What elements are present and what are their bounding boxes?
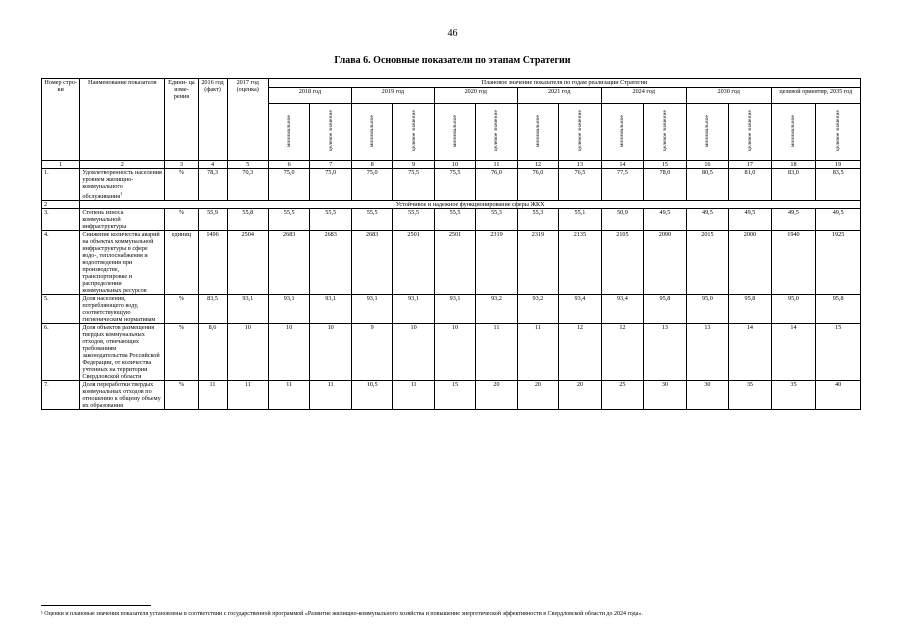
indicator-name xyxy=(80,169,165,201)
value-cell: 55,5 xyxy=(351,209,392,231)
value-cell: 30 xyxy=(686,381,729,410)
header-year: 2019 год xyxy=(351,88,434,104)
value-cell: 75,5 xyxy=(393,169,434,201)
value-cell: 11 xyxy=(198,381,227,410)
value-cell: 2683 xyxy=(268,231,309,295)
value-cell: 93,2 xyxy=(517,295,558,324)
value-cell: 75,5 xyxy=(434,169,475,201)
value-cell: 49,5 xyxy=(644,209,687,231)
value-cell: 76,0 xyxy=(476,169,517,201)
value-cell: 76,0 xyxy=(517,169,558,201)
indicator-name xyxy=(80,231,165,295)
value-cell: 1940 xyxy=(771,231,816,295)
section-row xyxy=(42,201,861,209)
value-cell: 10 xyxy=(434,324,475,381)
header-sub-label: целевое значение xyxy=(661,110,668,152)
value-cell: 95,0 xyxy=(771,295,816,324)
header-min-value xyxy=(517,104,558,161)
value-cell: 49,5 xyxy=(686,209,729,231)
value-cell: 1925 xyxy=(816,231,861,295)
header-sub-label: целевое значение xyxy=(576,110,583,152)
indicator-name-text: Доля переработки твердых коммунальных отходов по отношению к общему объему их образования xyxy=(82,381,161,410)
value-cell: 49,5 xyxy=(771,209,816,231)
column-number: 6 xyxy=(268,161,309,169)
footnote-rule xyxy=(41,605,151,606)
page-number: 46 xyxy=(447,28,458,39)
value-cell: 49,5 xyxy=(729,209,772,231)
header-year: 2030 год xyxy=(686,88,771,104)
header-sub-label: минимальное xyxy=(704,114,711,148)
value-cell: 25 xyxy=(601,381,644,410)
value-cell: 2319 xyxy=(476,231,517,295)
indicator-name-text: Степень износа коммунальной инфраструктуры xyxy=(82,209,127,231)
value-cell: 10 xyxy=(393,324,434,381)
row-number: 7. xyxy=(42,381,80,410)
value-cell: 55,5 xyxy=(310,209,351,231)
column-number: 18 xyxy=(771,161,816,169)
header-year: 2020 год xyxy=(434,88,517,104)
value-cell: 11 xyxy=(517,324,558,381)
chapter-title: Глава 6. Основные показатели по этапам Стратегии xyxy=(334,55,571,66)
column-number: 14 xyxy=(601,161,644,169)
value-cell: 93,4 xyxy=(559,295,602,324)
table-row xyxy=(42,231,861,295)
value-cell: 78,0 xyxy=(644,169,687,201)
footnote-marker: 1 xyxy=(120,191,123,196)
value-cell: 95,8 xyxy=(816,295,861,324)
value-cell: 11 xyxy=(476,324,517,381)
value-cell: 2504 xyxy=(227,231,268,295)
value-cell: 93,1 xyxy=(227,295,268,324)
value-cell: 75,0 xyxy=(268,169,309,201)
indicator-name xyxy=(80,381,165,410)
header-2017: 2017 год (оценка) xyxy=(227,79,268,161)
value-cell: 83,0 xyxy=(771,169,816,201)
indicator-name xyxy=(80,209,165,231)
value-cell: 8,6 xyxy=(198,324,227,381)
value-cell: 49,5 xyxy=(816,209,861,231)
value-cell: 55,1 xyxy=(559,209,602,231)
unit-cell: % xyxy=(165,209,198,231)
table-row xyxy=(42,381,861,410)
value-cell: 11 xyxy=(227,381,268,410)
value-cell: 93,1 xyxy=(434,295,475,324)
value-cell: 93,4 xyxy=(601,295,644,324)
header-2016: 2016 год (факт) xyxy=(198,79,227,161)
value-cell: 35 xyxy=(729,381,772,410)
value-cell: 2135 xyxy=(559,231,602,295)
value-cell: 83,5 xyxy=(198,295,227,324)
value-cell: 81,0 xyxy=(729,169,772,201)
header-target-value xyxy=(310,104,351,161)
column-number: 19 xyxy=(816,161,861,169)
column-number: 17 xyxy=(729,161,772,169)
unit-cell: единиц xyxy=(165,231,198,295)
column-number: 4 xyxy=(198,161,227,169)
value-cell: 11 xyxy=(268,381,309,410)
header-sub-label: целевое значение xyxy=(835,110,842,152)
value-cell: 11 xyxy=(310,381,351,410)
header-year: целевой ориентир, 2035 год xyxy=(771,88,860,104)
header-min-value xyxy=(268,104,309,161)
indicators-table xyxy=(41,78,861,410)
indicator-name-text: Доля объектов размещения твердых коммунальных отходов, отвечающих требованиям законодательства Российской Федерации, от количества учтенных на территории Свердловской области xyxy=(82,324,160,381)
header-year: 2018 год xyxy=(268,88,351,104)
indicator-name xyxy=(80,324,165,381)
header-year: 2024 год xyxy=(601,88,686,104)
value-cell: 95,8 xyxy=(729,295,772,324)
value-cell: 35 xyxy=(771,381,816,410)
value-cell: 55,3 xyxy=(476,209,517,231)
value-cell: 55,3 xyxy=(517,209,558,231)
value-cell: 12 xyxy=(559,324,602,381)
header-target-value xyxy=(816,104,861,161)
unit-cell: % xyxy=(165,324,198,381)
value-cell: 78,3 xyxy=(198,169,227,201)
value-cell: 10 xyxy=(268,324,309,381)
header-target-value xyxy=(559,104,602,161)
value-cell: 77,5 xyxy=(601,169,644,201)
table-row xyxy=(42,209,861,231)
header-min-value xyxy=(434,104,475,161)
header-sub-label: целевое значение xyxy=(746,110,753,152)
value-cell: 20 xyxy=(559,381,602,410)
header-sub-label: минимальное xyxy=(790,114,797,148)
column-numbers-row xyxy=(42,161,861,169)
value-cell: 13 xyxy=(644,324,687,381)
value-cell: 2683 xyxy=(310,231,351,295)
column-number: 3 xyxy=(165,161,198,169)
header-unit: Едини- ца изме- рения xyxy=(165,79,198,161)
header-sub-label: минимальное xyxy=(452,114,459,148)
value-cell: 93,2 xyxy=(476,295,517,324)
section-title: Устойчивое и надежное функционирование сферы ЖКХ xyxy=(80,201,861,209)
header-target-value xyxy=(476,104,517,161)
value-cell: 50,9 xyxy=(601,209,644,231)
value-cell: 10,5 xyxy=(351,381,392,410)
header-min-value xyxy=(686,104,729,161)
column-number: 12 xyxy=(517,161,558,169)
value-cell: 10 xyxy=(227,324,268,381)
value-cell: 10 xyxy=(310,324,351,381)
value-cell: 55,9 xyxy=(198,209,227,231)
column-number: 2 xyxy=(80,161,165,169)
indicator-name-text: Снижение количества аварий на объектах коммунальной инфраструктуры в сфере водо-, теплоснабжения и водоотведения при производстве, транспортировке и распределении коммунальных ресурсов xyxy=(82,231,160,295)
header-target-value xyxy=(393,104,434,161)
header-sub-label: минимальное xyxy=(534,114,541,148)
value-cell: 80,5 xyxy=(686,169,729,201)
row-number: 4. xyxy=(42,231,80,295)
column-number: 5 xyxy=(227,161,268,169)
header-sub-label: целевое значение xyxy=(410,110,417,152)
unit-cell: % xyxy=(165,381,198,410)
indicator-name-text: Удовлетворенность населения уровнем жилищно-коммунального обслуживания xyxy=(82,169,162,201)
column-number: 16 xyxy=(686,161,729,169)
column-number: 10 xyxy=(434,161,475,169)
value-cell: 55,5 xyxy=(393,209,434,231)
footnote: ¹ Оценки и плановые значения показателя установлены в соответствии с государственной программой «Развитие жилищно-коммунального хозяйства и повышение энергетической эффективности в Свердловской области до 2024 года». xyxy=(41,611,643,617)
value-cell: 95,0 xyxy=(686,295,729,324)
header-name: Наименование показателя xyxy=(80,79,165,161)
header-min-value xyxy=(601,104,644,161)
header-min-value xyxy=(771,104,816,161)
value-cell: 55,5 xyxy=(268,209,309,231)
value-cell: 93,1 xyxy=(393,295,434,324)
value-cell: 70,3 xyxy=(227,169,268,201)
header-sub-label: минимальное xyxy=(286,114,293,148)
header-row-no: Номер стро- ки xyxy=(42,79,80,161)
row-number: 1. xyxy=(42,169,80,201)
column-number: 11 xyxy=(476,161,517,169)
value-cell: 15 xyxy=(816,324,861,381)
column-number: 8 xyxy=(351,161,392,169)
value-cell: 40 xyxy=(816,381,861,410)
value-cell: 30 xyxy=(644,381,687,410)
value-cell: 93,1 xyxy=(351,295,392,324)
value-cell: 20 xyxy=(517,381,558,410)
value-cell: 2501 xyxy=(434,231,475,295)
header-year: 2021 год xyxy=(517,88,601,104)
section-number: 2 xyxy=(42,201,80,209)
value-cell: 20 xyxy=(476,381,517,410)
header-sub-label: минимальное xyxy=(619,114,626,148)
value-cell: 12 xyxy=(601,324,644,381)
header-target-value xyxy=(644,104,687,161)
value-cell: 76,5 xyxy=(559,169,602,201)
value-cell: 13 xyxy=(686,324,729,381)
header-sub-label: целевое значение xyxy=(327,110,334,152)
header-target-value xyxy=(729,104,772,161)
value-cell: 15 xyxy=(434,381,475,410)
indicator-name xyxy=(80,295,165,324)
value-cell: 2319 xyxy=(517,231,558,295)
value-cell: 2683 xyxy=(351,231,392,295)
value-cell: 14 xyxy=(771,324,816,381)
value-cell: 93,1 xyxy=(268,295,309,324)
table-row xyxy=(42,324,861,381)
value-cell: 9 xyxy=(351,324,392,381)
value-cell: 75,0 xyxy=(310,169,351,201)
indicator-name-text: Доля населения, потребляющего воду, соответствующую гигиеническим нормативам xyxy=(82,295,156,324)
column-number: 7 xyxy=(310,161,351,169)
value-cell: 2000 xyxy=(729,231,772,295)
header-sub-label: минимальное xyxy=(369,114,376,148)
header-row-1 xyxy=(42,79,861,88)
header-sub-label: целевое значение xyxy=(493,110,500,152)
header-planned: Плановое значение показателя по годам реализации Стратегии xyxy=(268,79,860,88)
value-cell: 2015 xyxy=(686,231,729,295)
value-cell: 2501 xyxy=(393,231,434,295)
table-row xyxy=(42,169,861,201)
unit-cell: % xyxy=(165,295,198,324)
value-cell: 95,8 xyxy=(644,295,687,324)
value-cell: 14 xyxy=(729,324,772,381)
column-number: 13 xyxy=(559,161,602,169)
value-cell: 55,5 xyxy=(434,209,475,231)
value-cell: 83,5 xyxy=(816,169,861,201)
value-cell: 2090 xyxy=(644,231,687,295)
row-number: 3. xyxy=(42,209,80,231)
row-number: 5. xyxy=(42,295,80,324)
value-cell: 55,8 xyxy=(227,209,268,231)
value-cell: 75,0 xyxy=(351,169,392,201)
column-number: 15 xyxy=(644,161,687,169)
header-min-value xyxy=(351,104,392,161)
value-cell: 1496 xyxy=(198,231,227,295)
value-cell: 2105 xyxy=(601,231,644,295)
column-number: 9 xyxy=(393,161,434,169)
value-cell: 93,1 xyxy=(310,295,351,324)
table-row xyxy=(42,295,861,324)
column-number: 1 xyxy=(42,161,80,169)
unit-cell: % xyxy=(165,169,198,201)
row-number: 6. xyxy=(42,324,80,381)
value-cell: 11 xyxy=(393,381,434,410)
